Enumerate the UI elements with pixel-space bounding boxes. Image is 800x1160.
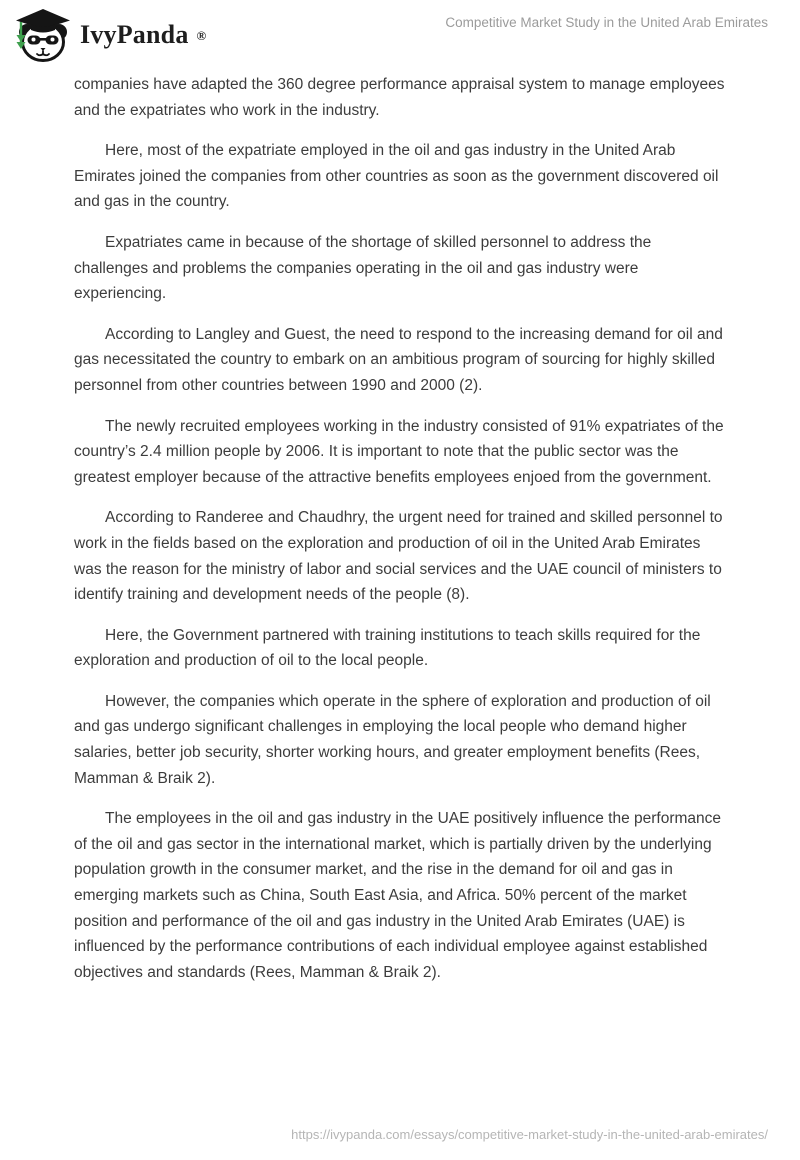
paragraph: Here, the Government partnered with training institutions to teach skills required for the exploration and production of oil to the local people. bbox=[74, 626, 701, 670]
source-url-link[interactable]: https://ivypanda.com/essays/competitive-market-study-in-the-united-arab-emirates/ bbox=[291, 1127, 768, 1142]
paragraph: According to Langley and Guest, the need to respond to the increasing demand for oil and gas necessitated the country to embark on an ambitious program of sourcing for highly skilled personnel from other countries between 1990 and 2000 (2). bbox=[74, 325, 723, 394]
ivypanda-panda-logo-icon bbox=[14, 8, 72, 62]
paragraph: However, the companies which operate in the sphere of exploration and production of oil and gas undergo significant challenges in employing the local people who demand higher salaries, better job security, shorter working hours, and greater employment benefits (Rees, Mamman & Braik 2). bbox=[74, 692, 711, 787]
page-footer bbox=[0, 1126, 768, 1144]
paragraph: Expatriates came in because of the shortage of skilled personnel to address the challenges and problems the companies operating in the oil and gas industry were experiencing. bbox=[74, 233, 652, 303]
paragraph: Here, most of the expatriate employed in the oil and gas industry in the United Arab Emirates joined the companies from other countries as soon as the government discovered oil and gas in the country. bbox=[74, 142, 719, 211]
paragraph: According to Randeree and Chaudhry, the urgent need for trained and skilled personnel to work in the fields based on the exploration and production of oil in the United Arab Emirates was the reason for the ministry of labor and social services and the UAE council of ministers to identify training and development needs of the people (8). bbox=[74, 509, 723, 604]
paragraph: companies have adapted the 360 degree performance appraisal system to manage employees and the expatriates who work in the industry. bbox=[74, 76, 725, 119]
brand-logo-link[interactable] bbox=[14, 8, 206, 62]
document-title: Competitive Market Study in the United Arab Emirates bbox=[445, 15, 768, 30]
registered-trademark-symbol: ® bbox=[196, 27, 207, 43]
page-header bbox=[0, 0, 800, 64]
paragraph: The newly recruited employees working in the industry consisted of 91% expatriates of the country’s 2.4 million people by 2006. It is important to note that the public sector was the greatest employer because of the attractive benefits employees enjoed from the government. bbox=[74, 417, 724, 486]
brand-name: IvyPanda bbox=[80, 20, 189, 49]
paragraph: The employees in the oil and gas industry in the UAE positively influence the performance of the oil and gas sector in the international market, which is partially driven by the underlying population growth in the consumer market, and the rise in the demand for oil and gas in emerging markets such as China, South East Asia, and Africa. 50% percent of the market position and performance of the oil and gas industry in the United Arab Emirates (UAE) is influenced by the performance contributions of each individual employee against established objectives and standards (Rees, Mamman & Braik 2). bbox=[74, 810, 722, 981]
essay-body bbox=[74, 72, 728, 1000]
